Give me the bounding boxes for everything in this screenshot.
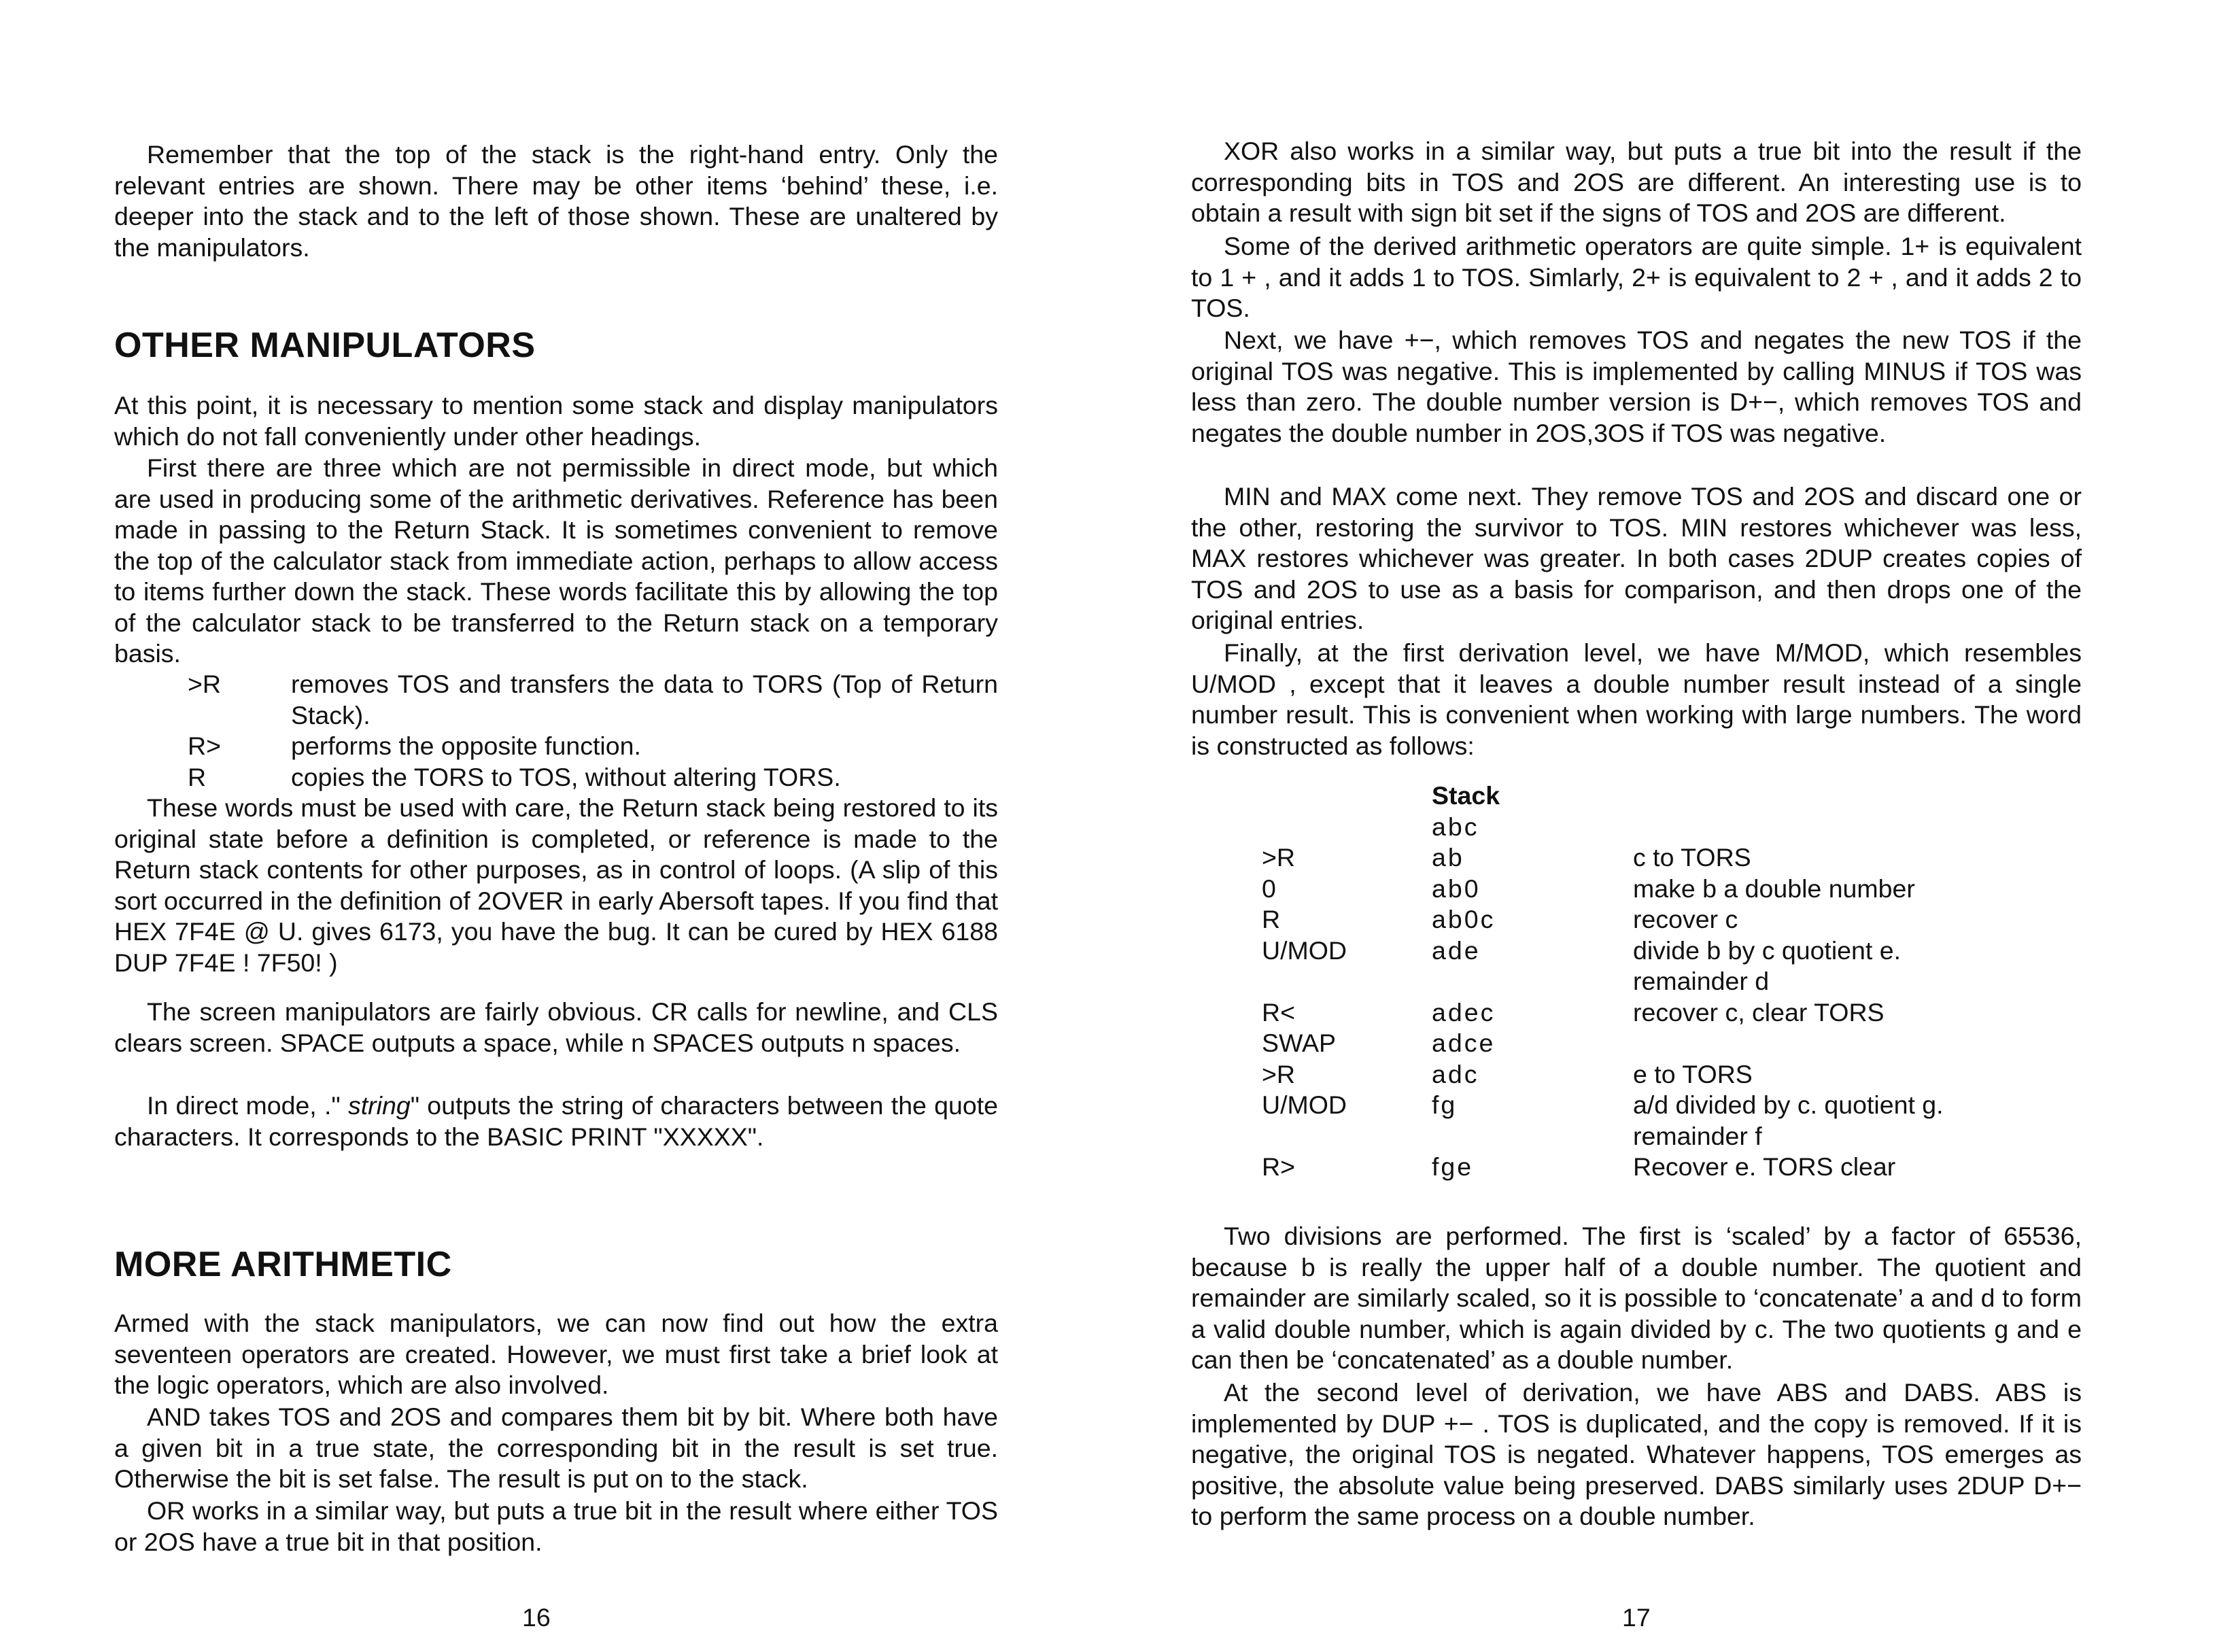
stack-cell: adce — [1432, 1029, 1496, 1057]
paragraph: Two divisions are performed. The first is ‘scaled’ by a factor of 65536, because b is really the upper half of a double number. The quotient and remainder are similarly scaled, so it is possible to ‘concatenate’ a and d to form a valid double number, which is again divided by c. The two quotients g and e can then be ‘concatenated’ as a double number. — [1191, 1222, 2082, 1374]
table-row — [1262, 812, 2010, 843]
table-header-row — [1262, 780, 2010, 812]
definition-item — [114, 669, 998, 731]
definition-desc: removes TOS and transfers the data to TORS (Top of Return Stack). — [291, 670, 998, 729]
paragraph: At the second level of derivation, we have ABS and DABS. ABS is implemented by DUP +− . TOS is duplicated, and the copy is removed. If it is negative, the original TOS is negated. Whatever happens, TOS emerges as positive, the absolute value being preserved. DABS similarly uses 2DUP D+− to perform the same process on a double number. — [1191, 1378, 2082, 1530]
table-row — [1262, 1028, 2010, 1059]
table-row — [1262, 874, 2010, 905]
definition-item — [114, 762, 998, 793]
paragraph: Finally, at the first derivation level, we have M/MOD, which resembles U/MOD , except that it leaves a double number result instead of a single number result. This is convenient when working with large numbers. The word is constructed as follows: — [1191, 638, 2082, 760]
table-row — [1262, 966, 2010, 997]
stack-cell: ade — [1432, 935, 1481, 965]
table-cell — [1633, 780, 2010, 812]
word-cell: >R — [1262, 1059, 1295, 1088]
paragraph: Next, we have +−, which removes TOS and negates the new TOS if the original TOS was negative. This is implemented by calling MINUS if TOS was less than zero. The double number version is D+−, which removes TOS and negates the double number in 2OS,3OS if TOS was negative. — [1191, 326, 2082, 447]
text-run: In direct mode, ." — [147, 1091, 341, 1120]
table-row — [1262, 904, 2010, 935]
stack-cell — [1432, 966, 1633, 997]
stack-cell: abc — [1432, 812, 1479, 841]
word-cell: R> — [1262, 1152, 1295, 1181]
table-row — [1262, 842, 2010, 874]
word-cell: U/MOD — [1262, 935, 1347, 965]
table-row — [1262, 1059, 2010, 1090]
italic-text: string — [347, 1091, 411, 1120]
definition-desc: copies the TORS to TOS, without altering TORS. — [291, 762, 841, 791]
note-cell: recover c — [1633, 905, 1738, 933]
definition-term: R> — [188, 732, 221, 760]
table-row — [1262, 935, 2010, 967]
paragraph: MIN and MAX come next. They remove TOS and 2OS and discard one or the other, restoring the survivor to TOS. MIN restores whichever was less, MAX restores whichever was greater. In both cases 2DUP creates copies of TOS and 2OS to use as a basis for comparison, and then drops one of the original entries. — [1191, 482, 2082, 634]
paragraph: Some of the derived arithmetic operators are quite simple. 1+ is equivalent to 1 + , and it adds 1 to TOS. Simlarly, 2+ is equivalent to 2 + , and it adds 2 to TOS. — [1191, 232, 2082, 322]
intro-paragraph: Remember that the top of the stack is the right-hand entry. Only the relevant entries are shown. There may be other items ‘behind’ these, i.e. deeper into the stack and to the left of those shown. These are unaltered by the manipulators. — [114, 140, 998, 262]
word-cell: SWAP — [1262, 1029, 1337, 1057]
paragraph: At this point, it is necessary to mention some stack and display manipulators which do not fall conveniently under other headings. — [114, 391, 998, 451]
stack-cell: ab0 — [1432, 874, 1481, 903]
table-row — [1262, 1152, 2010, 1183]
word-cell — [1262, 812, 1432, 843]
paragraph: The screen manipulators are fairly obvious. CR calls for newline, and CLS clears screen. SPACE outputs a space, while n SPACES outputs n spaces. — [114, 997, 998, 1057]
stack-cell: fg — [1432, 1090, 1458, 1119]
word-cell: U/MOD — [1262, 1090, 1347, 1119]
stack-cell: fge — [1432, 1152, 1474, 1181]
stack-column-header: Stack — [1432, 781, 1500, 810]
page-number: 17 — [1622, 1603, 1651, 1632]
word-cell: R — [1262, 905, 1281, 933]
mmod-construction-table — [1262, 780, 2010, 1183]
word-cell — [1262, 1121, 1432, 1152]
paragraph: Armed with the stack manipulators, we can now find out how the extra seventeen operators are created. However, we must first take a brief look at the logic operators, which are also involved. — [114, 1309, 998, 1399]
definition-desc: performs the opposite function. — [291, 732, 641, 760]
paragraph: First there are three which are not permissible in direct mode, but which are used in producing some of the arithmetic derivatives. Reference has been made in passing to the Return Stack. It is sometimes convenient to remove the top of the calculator stack from immediate action, perhaps to allow access to items further down the stack. These words facilitate this by allowing the top of the calculator stack to be transferred to the Return stack on a temporary basis. — [114, 453, 998, 668]
heading-other-manipulators: OTHER MANIPULATORS — [114, 326, 536, 365]
note-cell: recover c, clear TORS — [1633, 997, 1885, 1027]
definition-term: R — [188, 762, 207, 791]
note-cell: c to TORS — [1633, 843, 1751, 872]
table-row — [1262, 997, 2010, 1029]
note-cell — [1633, 812, 2010, 843]
note-cell: Recover e. TORS clear — [1633, 1152, 1896, 1181]
text-run: " outputs the string of characters between the quote characters. It corresponds to the BASIC PRINT "XXXXX". — [114, 1091, 999, 1151]
note-cell: e to TORS — [1633, 1059, 1753, 1088]
note-cell: make b a double number — [1633, 874, 1915, 903]
note-cell: divide b by c quotient e. — [1633, 935, 1902, 965]
stack-cell: adc — [1432, 1059, 1479, 1088]
table-row — [1262, 1121, 2010, 1152]
stack-cell: adec — [1432, 997, 1496, 1027]
word-cell: R< — [1262, 997, 1295, 1027]
note-cell: a/d divided by c. quotient g. — [1633, 1090, 1944, 1119]
table-cell — [1262, 780, 1432, 812]
definition-item — [114, 731, 998, 762]
word-cell: >R — [1262, 843, 1295, 872]
word-cell — [1262, 966, 1432, 997]
note-cell: remainder d — [1633, 967, 1770, 995]
stack-cell: ab0c — [1432, 905, 1496, 933]
definition-list — [114, 669, 998, 793]
paragraph: AND takes TOS and 2OS and compares them bit by bit. Where both have a given bit in a true state, the corresponding bit in the result is set true. Otherwise the bit is set false. The result is put on to the stack. — [114, 1403, 998, 1493]
table-row — [1262, 1090, 2010, 1121]
page-number: 16 — [522, 1603, 551, 1632]
note-cell: remainder f — [1633, 1121, 1762, 1150]
paragraph: OR works in a similar way, but puts a true bit in the result where either TOS or 2OS have a true bit in that position. — [114, 1496, 998, 1556]
paragraph: XOR also works in a similar way, but puts a true bit into the result if the corresponding bits in TOS and 2OS are different. An interesting use is to obtain a result with sign bit set if the signs of TOS and 2OS are different. — [1191, 137, 2082, 227]
definition-term: >R — [188, 670, 221, 698]
paragraph: These words must be used with care, the Return stack being restored to its original state before a definition is completed, or reference is made to the Return stack contents for other purposes, as in control of loops. (A slip of this sort occurred in the definition of 2OVER in early Abersoft tapes. If you find that HEX 7F4E @ U. gives 6173, you have the bug. It can be cured by HEX 6188 DUP 7F4E ! 7F50! ) — [114, 793, 998, 977]
word-cell: 0 — [1262, 874, 1276, 903]
note-cell — [1633, 1028, 2010, 1059]
heading-more-arithmetic: MORE ARITHMETIC — [114, 1245, 452, 1284]
stack-cell: ab — [1432, 843, 1464, 872]
stack-cell — [1432, 1121, 1633, 1152]
paragraph — [114, 1090, 998, 1152]
